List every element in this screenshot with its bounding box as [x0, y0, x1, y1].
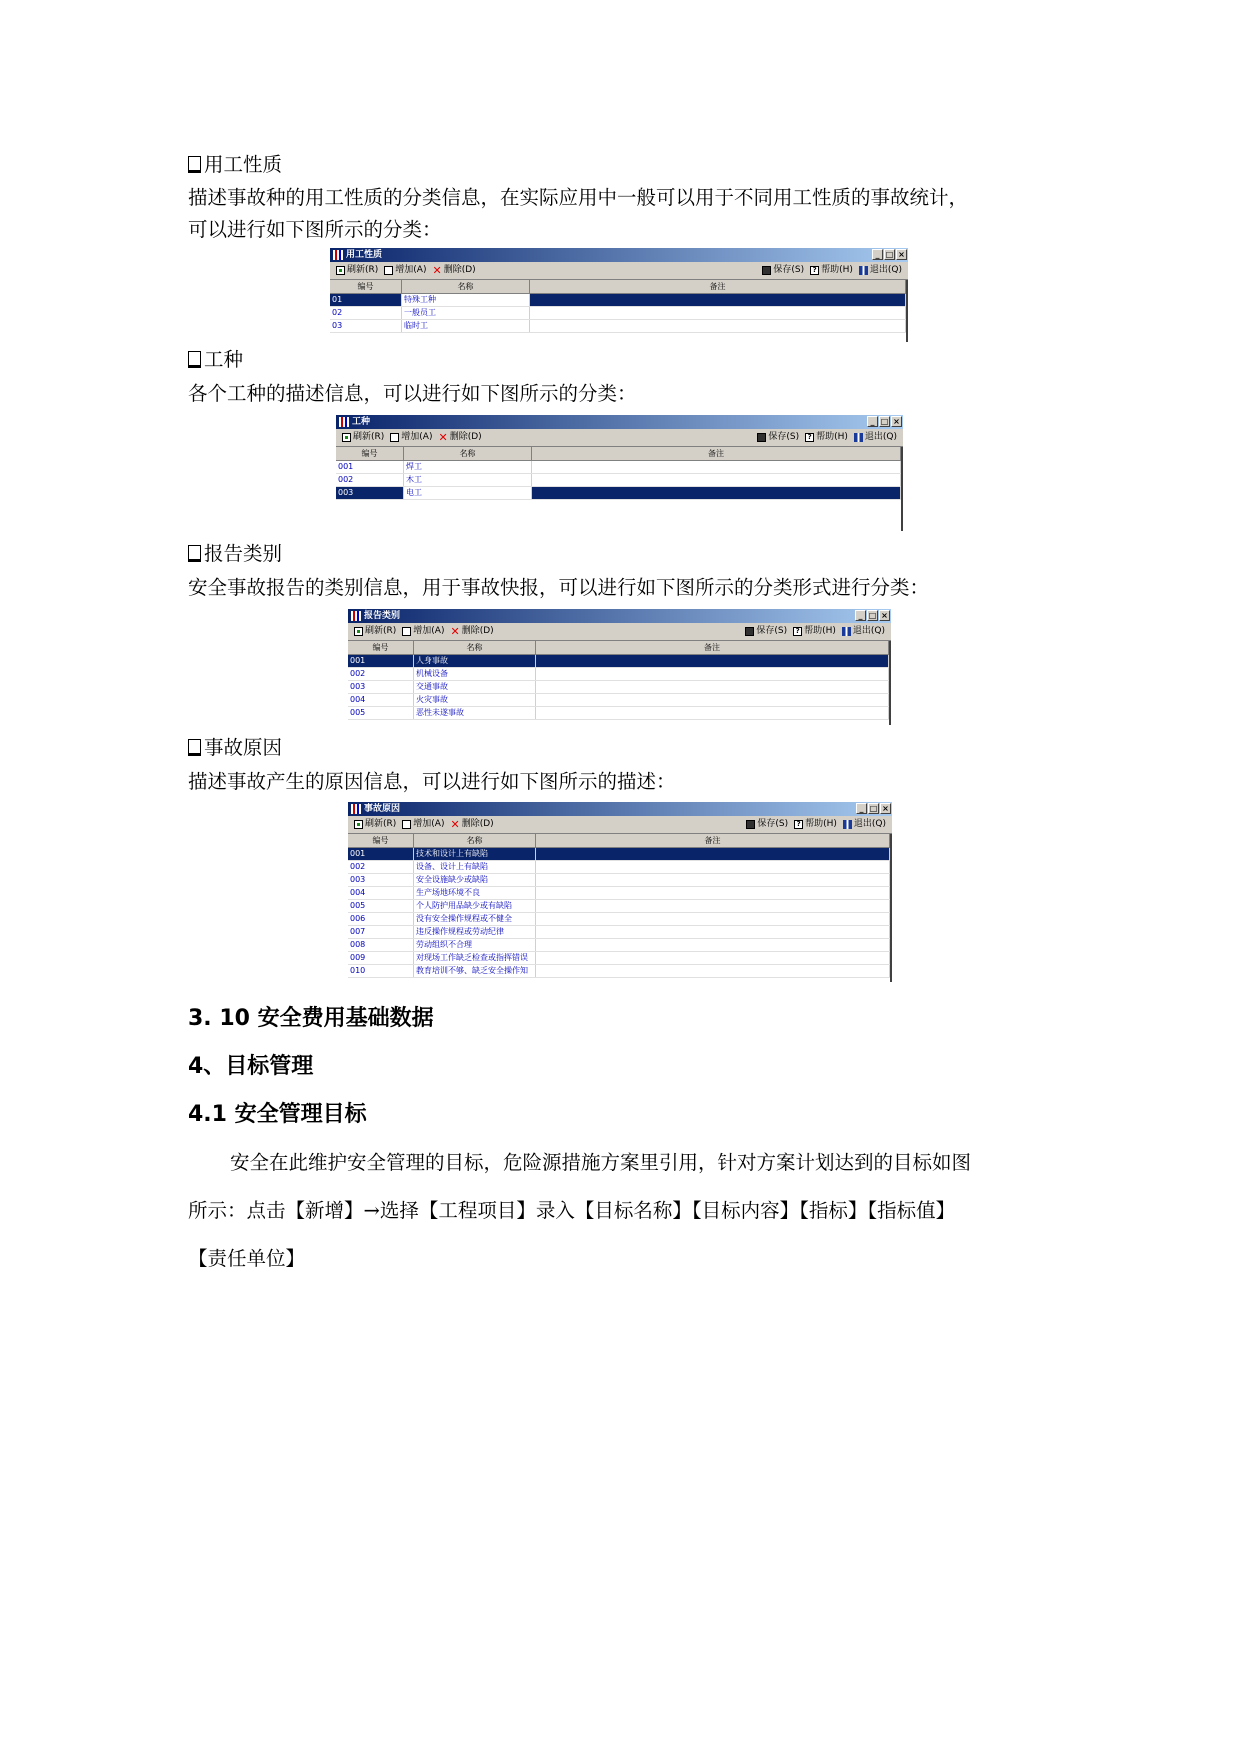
- toolbar: [348, 623, 891, 641]
- section-desc: 描述事故种的用工性质的分类信息，在实际应用中一般可以用于不同用工性质的事故统计，: [188, 186, 969, 209]
- heading-3-10: 3. 10 安全费用基础数据: [188, 1006, 434, 1031]
- table-row[interactable]: 002 机械设备: [348, 668, 891, 681]
- toolbar: [336, 429, 903, 447]
- delete-x-icon: ✕: [432, 264, 442, 277]
- help-icon: ?: [793, 627, 802, 636]
- table-row[interactable]: 009 对现场工作缺乏检查或指挥错误: [348, 952, 892, 965]
- table-row[interactable]: 02 一般员工: [330, 307, 908, 320]
- app-icon: [351, 804, 361, 814]
- section-title-report-category: 报告类别: [188, 541, 282, 567]
- section-desc: 各个工种的描述信息，可以进行如下图所示的分类：: [188, 382, 637, 405]
- data-grid: [348, 834, 892, 982]
- save-disk-icon: [746, 820, 755, 829]
- delete-button[interactable]: ✕ 删除(D): [450, 818, 494, 831]
- maximize-button[interactable]: □: [880, 417, 889, 426]
- help-button[interactable]: ? 帮助(H): [805, 429, 848, 446]
- save-button[interactable]: 保存(S): [757, 429, 799, 446]
- column-header-code[interactable]: 编号: [348, 641, 414, 654]
- column-header-code[interactable]: 编号: [330, 280, 402, 293]
- table-row[interactable]: 002 木工: [336, 474, 903, 487]
- table-row[interactable]: 01 特殊工种: [330, 294, 908, 307]
- new-document-icon: [402, 820, 411, 829]
- report-category-window: [348, 609, 891, 725]
- delete-button[interactable]: ✕ 删除(D): [438, 431, 482, 444]
- grid-header: [348, 641, 891, 655]
- column-header-remark[interactable]: 备注: [536, 834, 890, 847]
- maximize-button[interactable]: □: [869, 804, 878, 813]
- refresh-icon: [342, 433, 351, 442]
- table-row[interactable]: 002 设备、设计上有缺陷: [348, 861, 892, 874]
- grid-scrollbar[interactable]: [889, 641, 891, 725]
- delete-x-icon: ✕: [450, 625, 460, 638]
- add-button[interactable]: 增加(A): [402, 816, 444, 833]
- delete-button[interactable]: ✕ 删除(D): [432, 264, 476, 277]
- new-document-icon: [390, 433, 399, 442]
- column-header-remark[interactable]: 备注: [532, 447, 901, 460]
- table-row[interactable]: 03 临时工: [330, 320, 908, 333]
- refresh-icon: [354, 627, 363, 636]
- close-button[interactable]: ×: [880, 803, 891, 814]
- grid-scrollbar[interactable]: [906, 280, 908, 342]
- data-grid: [330, 280, 908, 342]
- save-disk-icon: [762, 266, 771, 275]
- minimize-button[interactable]: _: [867, 416, 878, 427]
- column-header-remark[interactable]: 备注: [536, 641, 889, 654]
- table-row[interactable]: 003 电工: [336, 487, 903, 500]
- help-icon: ?: [805, 433, 814, 442]
- column-header-name[interactable]: 名称: [414, 834, 536, 847]
- section-title-employment-type: 用工性质: [188, 152, 282, 178]
- save-button[interactable]: 保存(S): [746, 816, 788, 833]
- add-button[interactable]: 增加(A): [402, 623, 444, 640]
- delete-button[interactable]: ✕ 删除(D): [450, 625, 494, 638]
- section-title-accident-cause: 事故原因: [188, 735, 282, 761]
- refresh-button[interactable]: 刷新(R): [342, 429, 384, 446]
- section-title-job-type: 工种: [188, 347, 243, 373]
- table-row[interactable]: 007 违反操作规程或劳动纪律: [348, 926, 892, 939]
- window-titlebar: 报告类别 _ □ ×: [348, 609, 891, 623]
- table-row[interactable]: 010 教育培训不够、缺乏安全操作知: [348, 965, 892, 978]
- save-disk-icon: [745, 627, 754, 636]
- table-row[interactable]: 008 劳动组织不合理: [348, 939, 892, 952]
- toolbar: [348, 816, 892, 834]
- grid-header: [330, 280, 908, 294]
- window-titlebar: 用工性质 _ □ ×: [330, 248, 908, 262]
- window-titlebar: 工种 _ □ ×: [336, 415, 903, 429]
- exit-door-icon: [854, 433, 863, 442]
- employment-type-window: [330, 248, 908, 342]
- delete-x-icon: ✕: [438, 431, 448, 444]
- add-button[interactable]: 增加(A): [390, 429, 432, 446]
- checkbox-bullet-icon: [188, 739, 201, 756]
- table-row[interactable]: 005 个人防护用品缺少或有缺陷: [348, 900, 892, 913]
- refresh-button[interactable]: 刷新(R): [354, 816, 396, 833]
- maximize-button[interactable]: □: [885, 250, 894, 259]
- close-button[interactable]: ×: [891, 416, 902, 427]
- app-icon: [333, 250, 343, 260]
- section-desc: 可以进行如下图所示的分类：: [188, 218, 442, 241]
- column-header-code[interactable]: 编号: [336, 447, 404, 460]
- table-row[interactable]: 001 焊工: [336, 461, 903, 474]
- exit-door-icon: [859, 266, 868, 275]
- table-row[interactable]: 004 生产场地环境不良: [348, 887, 892, 900]
- refresh-icon: [336, 266, 345, 275]
- delete-x-icon: ✕: [450, 818, 460, 831]
- checkbox-bullet-icon: [188, 545, 201, 562]
- table-row[interactable]: 003 交通事故: [348, 681, 891, 694]
- section-desc: 描述事故产生的原因信息，可以进行如下图所示的描述：: [188, 770, 676, 793]
- add-button[interactable]: 增加(A): [384, 262, 426, 279]
- table-row[interactable]: 001 人身事故: [348, 655, 891, 668]
- table-row[interactable]: 004 火灾事故: [348, 694, 891, 707]
- data-grid: [336, 447, 903, 531]
- column-header-remark[interactable]: 备注: [530, 280, 906, 293]
- checkbox-bullet-icon: [188, 156, 201, 173]
- heading-4: 4、目标管理: [188, 1054, 314, 1079]
- data-grid: [348, 641, 891, 725]
- exit-button[interactable]: 退出(Q): [859, 262, 902, 279]
- new-document-icon: [402, 627, 411, 636]
- help-button[interactable]: ? 帮助(H): [810, 262, 853, 279]
- body-line: 安全在此维护安全管理的目标，危险源措施方案里引用，针对方案计划达到的目标如图: [230, 1151, 972, 1174]
- exit-button[interactable]: 退出(Q): [854, 429, 897, 446]
- grid-header: [348, 834, 892, 848]
- exit-button[interactable]: 退出(Q): [843, 816, 886, 833]
- heading-4-1: 4.1 安全管理目标: [188, 1102, 367, 1127]
- maximize-button[interactable]: □: [868, 611, 877, 620]
- table-row[interactable]: 006 没有安全操作规程或不健全: [348, 913, 892, 926]
- grid-header: [336, 447, 903, 461]
- grid-scrollbar[interactable]: [890, 834, 892, 982]
- column-header-name[interactable]: 名称: [402, 280, 530, 293]
- new-document-icon: [384, 266, 393, 275]
- help-icon: ?: [810, 266, 819, 275]
- table-row[interactable]: 001 技术和设计上有缺陷: [348, 848, 892, 861]
- close-button[interactable]: ×: [896, 249, 907, 260]
- minimize-button[interactable]: _: [872, 249, 883, 260]
- help-button[interactable]: ? 帮助(H): [793, 623, 836, 640]
- job-type-window: [336, 415, 903, 531]
- column-header-code[interactable]: 编号: [348, 834, 414, 847]
- section-desc: 安全事故报告的类别信息，用于事故快报，可以进行如下图所示的分类形式进行分类：: [188, 576, 930, 599]
- grid-scrollbar[interactable]: [901, 447, 903, 531]
- body-line: 【责任单位】: [188, 1247, 306, 1270]
- close-button[interactable]: ×: [879, 610, 890, 621]
- save-button[interactable]: 保存(S): [745, 623, 787, 640]
- save-button[interactable]: 保存(S): [762, 262, 804, 279]
- column-header-name[interactable]: 名称: [414, 641, 536, 654]
- refresh-button[interactable]: 刷新(R): [336, 262, 378, 279]
- minimize-button[interactable]: _: [856, 803, 867, 814]
- exit-door-icon: [842, 627, 851, 636]
- toolbar: [330, 262, 908, 280]
- app-icon: [339, 417, 349, 427]
- exit-door-icon: [843, 820, 852, 829]
- column-header-name[interactable]: 名称: [404, 447, 532, 460]
- minimize-button[interactable]: _: [855, 610, 866, 621]
- refresh-button[interactable]: 刷新(R): [354, 623, 396, 640]
- exit-button[interactable]: 退出(Q): [842, 623, 885, 640]
- table-row[interactable]: 003 安全设施缺少或缺陷: [348, 874, 892, 887]
- help-icon: ?: [794, 820, 803, 829]
- checkbox-bullet-icon: [188, 351, 201, 368]
- window-titlebar: 事故原因 _ □ ×: [348, 802, 892, 816]
- app-icon: [351, 611, 361, 621]
- accident-cause-window: [348, 802, 892, 982]
- table-row[interactable]: 005 恶性未遂事故: [348, 707, 891, 720]
- save-disk-icon: [757, 433, 766, 442]
- body-line: 所示：点击【新增】→选择【工程项目】录入【目标名称】【目标内容】【指标】【指标值】: [188, 1199, 956, 1222]
- help-button[interactable]: ? 帮助(H): [794, 816, 837, 833]
- refresh-icon: [354, 820, 363, 829]
